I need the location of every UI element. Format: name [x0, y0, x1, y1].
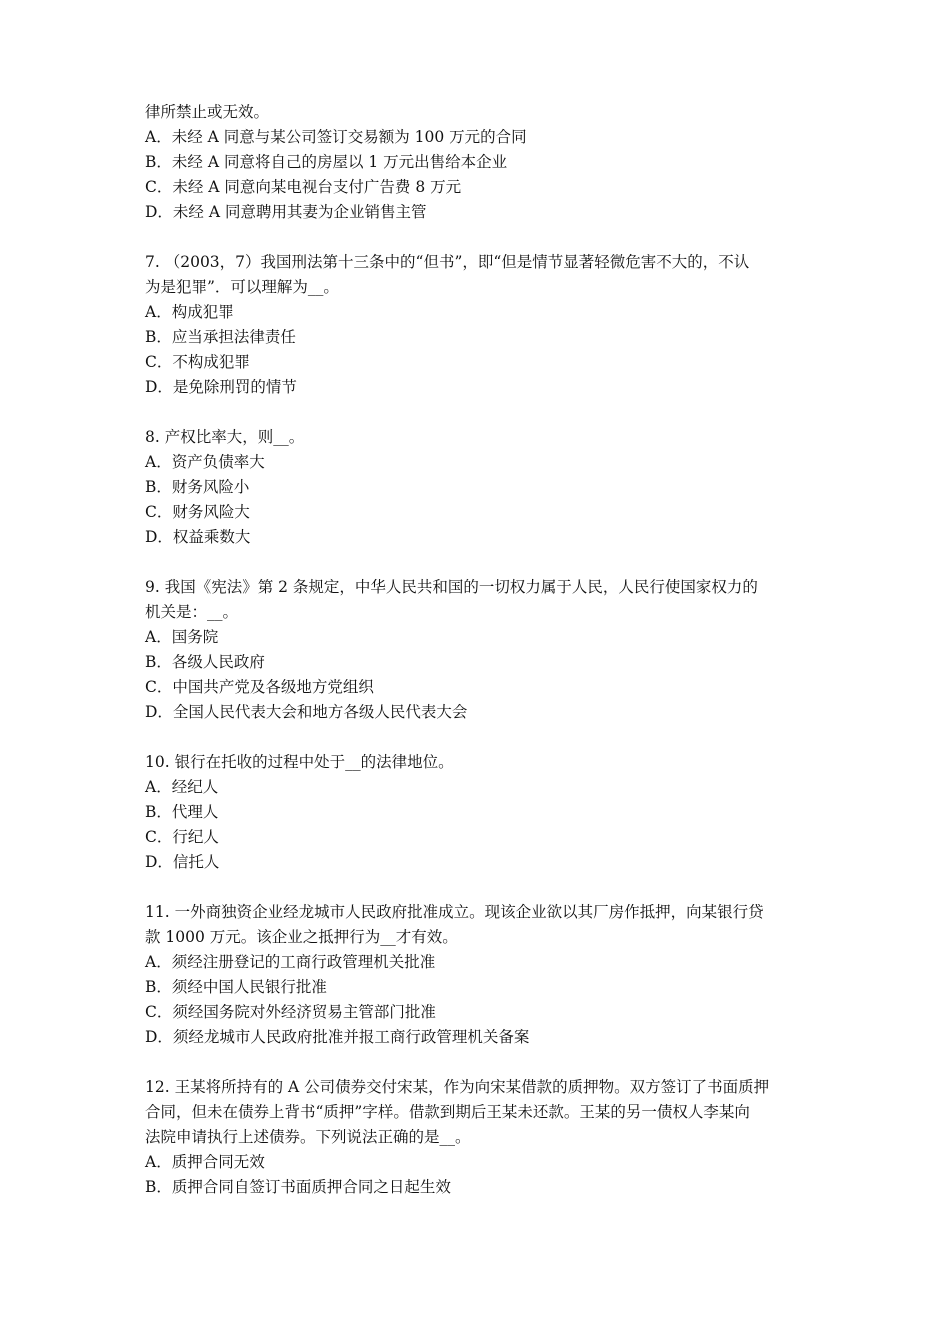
question-text-line: 机关是：__。: [145, 603, 239, 621]
option-d: D．须经龙城市人民政府批准并报工商行政管理机关备案: [145, 1028, 530, 1046]
option-b: B．质押合同自签订书面质押合同之日起生效: [145, 1178, 451, 1196]
spacer: [145, 225, 820, 250]
question-12: [145, 1075, 820, 1200]
option-d: D．信托人: [145, 853, 220, 871]
question-7: [145, 250, 820, 400]
spacer: [145, 400, 820, 425]
option-a: A．质押合同无效: [145, 1153, 265, 1171]
option-a: A．资产负债率大: [145, 453, 265, 471]
question-text-line: 9. 我国《宪法》第 2 条规定，中华人民共和国的一切权力属于人民，人民行使国家权力的: [145, 578, 758, 596]
option-d: D．全国人民代表大会和地方各级人民代表大会: [145, 703, 468, 721]
question-text-line: 7. （2003，7）我国刑法第十三条中的“但书”，即“但是情节显著轻微危害不大的，不认: [145, 253, 750, 271]
spacer: [145, 875, 820, 900]
question-text-line: 10. 银行在托收的过程中处于__的法律地位。: [145, 753, 454, 771]
question-text-line: 律所禁止或无效。: [145, 103, 270, 121]
spacer: [145, 550, 820, 575]
question-10: [145, 750, 820, 875]
question-text-line: 法院申请执行上述债券。下列说法正确的是__。: [145, 1128, 471, 1146]
option-a: A．经纪人: [145, 778, 219, 796]
option-c: C．中国共产党及各级地方党组织: [145, 678, 374, 696]
option-b: B．代理人: [145, 803, 219, 821]
option-b: B．未经 A 同意将自己的房屋以 1 万元出售给本企业: [145, 153, 508, 171]
option-a: A．构成犯罪: [145, 303, 234, 321]
spacer: [145, 1050, 820, 1075]
option-c: C．行纪人: [145, 828, 219, 846]
option-c: C．未经 A 同意向某电视台支付广告费 8 万元: [145, 178, 462, 196]
question-text-line: 为是犯罪”．可以理解为__。: [145, 278, 339, 296]
document-page: [145, 100, 820, 1200]
option-d: D．是免除刑罚的情节: [145, 378, 297, 396]
option-b: B．财务风险小: [145, 478, 250, 496]
option-a: A．国务院: [145, 628, 219, 646]
question-8: [145, 425, 820, 550]
option-b: B．应当承担法律责任: [145, 328, 296, 346]
question-text-line: 8. 产权比率大，则__。: [145, 428, 305, 446]
option-a: A．未经 A 同意与某公司签订交易额为 100 万元的合同: [145, 128, 527, 146]
question-9: [145, 575, 820, 725]
option-c: C．财务风险大: [145, 503, 250, 521]
question-text-line: 合同，但未在债券上背书“质押”字样。借款到期后王某未还款。王某的另一债权人李某向: [145, 1103, 750, 1121]
spacer: [145, 725, 820, 750]
option-b: B．各级人民政府: [145, 653, 265, 671]
question-text-line: 12. 王某将所持有的 A 公司债券交付宋某，作为向宋某借款的质押物。双方签订了书面质押: [145, 1078, 770, 1096]
question-6-continuation: [145, 100, 820, 225]
option-c: C．须经国务院对外经济贸易主管部门批准: [145, 1003, 436, 1021]
option-c: C．不构成犯罪: [145, 353, 250, 371]
option-b: B．须经中国人民银行批准: [145, 978, 327, 996]
question-11: [145, 900, 820, 1050]
option-a: A．须经注册登记的工商行政管理机关批准: [145, 953, 436, 971]
question-text-line: 11. 一外商独资企业经龙城市人民政府批准成立。现该企业欲以其厂房作抵押，向某银行贷: [145, 903, 764, 921]
option-d: D．未经 A 同意聘用其妻为企业销售主管: [145, 203, 427, 221]
option-d: D．权益乘数大: [145, 528, 251, 546]
question-text-line: 款 1000 万元。该企业之抵押行为__才有效。: [145, 928, 458, 946]
